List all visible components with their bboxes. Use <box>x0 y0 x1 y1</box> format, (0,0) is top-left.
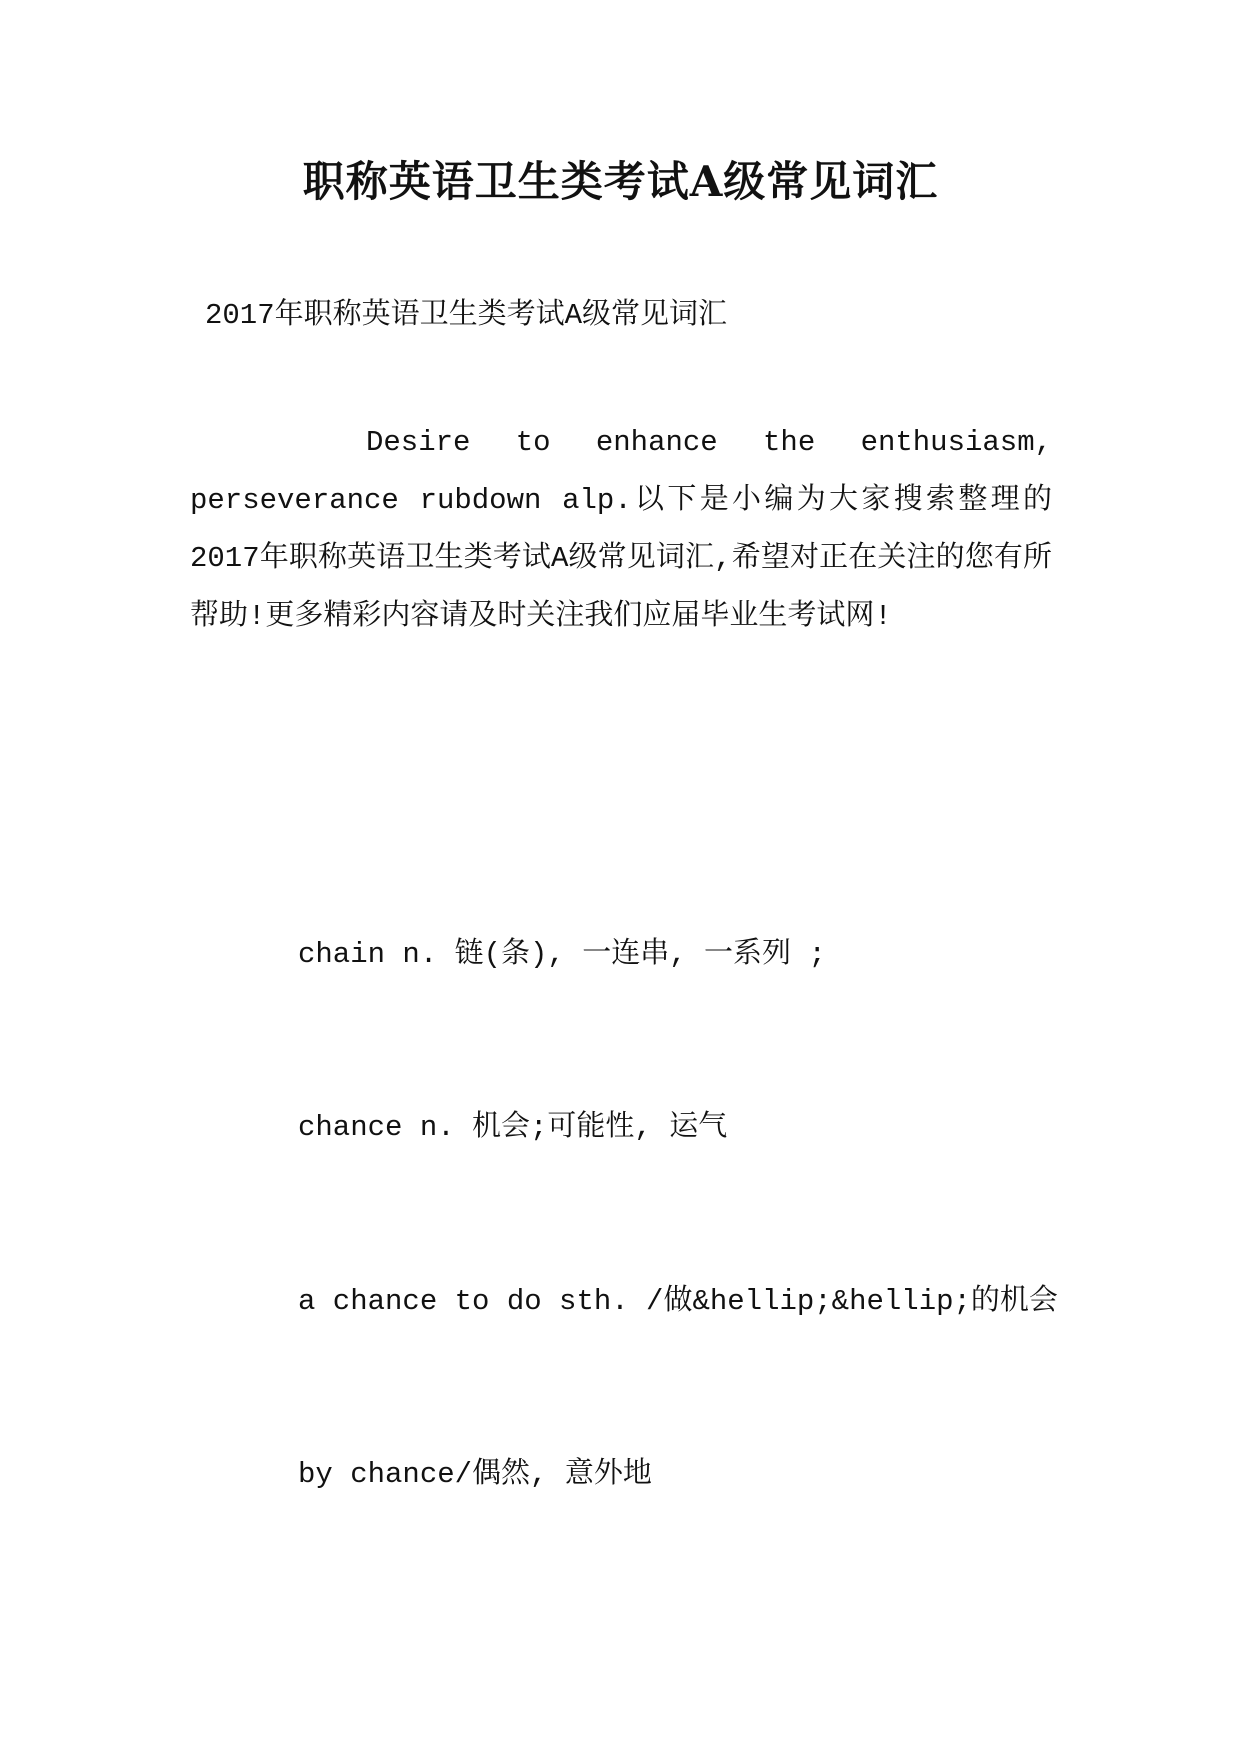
vocab-entry: by chance/偶然, 意外地 <box>298 1458 652 1491</box>
vocab-entry: chain n. 链(条), 一连串, 一系列 ; <box>298 938 826 971</box>
document-subtitle: 2017年职称英语卫生类考试A级常见词汇 <box>205 299 728 332</box>
vocab-entry: a chance to do sth. /做&hellip;&hellip;的机会 <box>298 1285 1058 1318</box>
intro-paragraph: Desire to enhance the enthusiasm, perseverance rubdown alp.以下是小编为大家搜索整理的2017年职称英语卫生类考试A级常见词汇,希望对正在关注的您有所帮助!更多精彩内容请及时关注我们应届毕业生考试网! <box>190 426 1052 633</box>
vocab-entry: chance n. 机会;可能性, 运气 <box>298 1111 728 1144</box>
page-title: 职称英语卫生类考试A级常见词汇 <box>302 157 939 206</box>
